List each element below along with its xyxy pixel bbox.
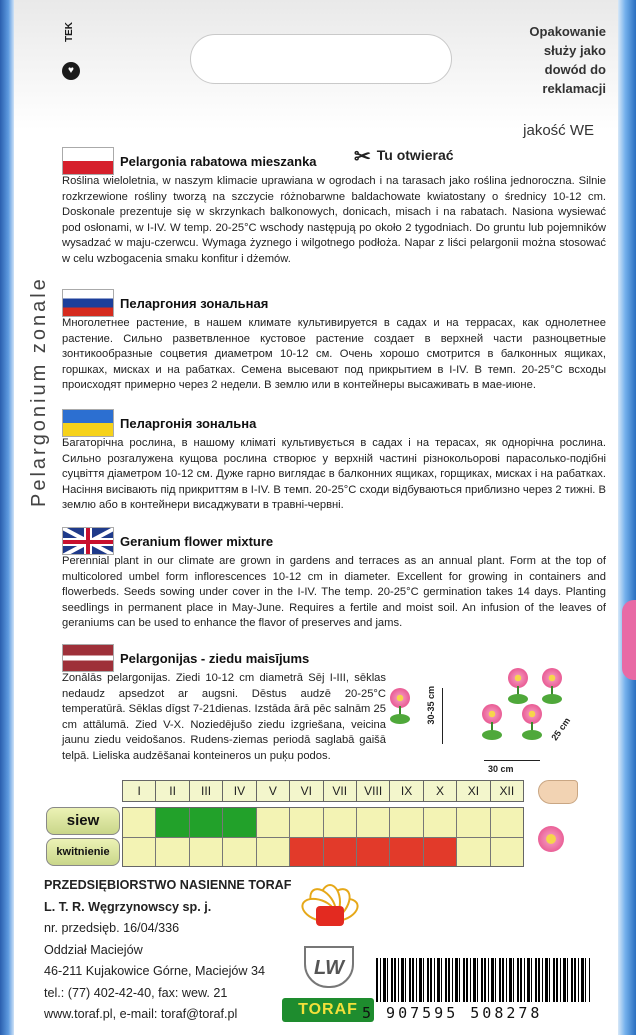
bloom-cell	[357, 837, 389, 867]
decor-flower-icon	[622, 600, 636, 680]
package-edge-right	[618, 0, 636, 1035]
lang-title: Pelargonia rabatowa mieszanka	[120, 153, 317, 169]
lang-header	[62, 148, 606, 174]
sowing-calendar	[44, 777, 524, 867]
plant-spacing-label: 30 cm	[488, 764, 514, 774]
hang-hole	[190, 34, 452, 84]
lw-badge: LW	[304, 946, 354, 988]
bloom-cell	[424, 837, 456, 867]
hand-sowing-icon	[538, 780, 578, 804]
sow-cell	[457, 808, 489, 837]
bloom-cell	[123, 837, 155, 867]
sow-cell	[324, 808, 356, 837]
row-spacing-label: 25 cm	[549, 715, 573, 743]
bloom-cell	[390, 837, 422, 867]
lang-header	[62, 645, 386, 671]
height-dimension-line	[442, 688, 443, 744]
month-label: II	[156, 781, 189, 801]
claim-note	[496, 22, 606, 98]
bloom-cell	[457, 837, 489, 867]
calendar-column	[457, 808, 490, 866]
quality-label: jakość WE	[523, 122, 594, 139]
species-vertical-title: Pelargonium zonale	[28, 276, 50, 508]
month-label: VI	[290, 781, 323, 801]
lang-body: Zonālās pelargonijas. Ziedi 10-12 cm diametrā Sēj I-III, sēklas nedaudz apsedzot ar augsni. Dēstus audzē 20-25°C temperatūrā. Sēklas dīgst 7-21dienas. Izstāda ārā pēc salnām 25 cm attālumā. Zied V-X. Noziedējušo ziedu izgriešana, veicina jaunu ziedu veidošanos. Rudens-ziemas periodā saglabā gaišā telpā. Lieliska audzēšanai konteineros un puķu podos.	[62, 672, 386, 762]
calendar-column	[190, 808, 223, 866]
month-label: IV	[223, 781, 256, 801]
sow-cell	[123, 808, 155, 837]
company-branch: Oddział Maciejów	[44, 942, 143, 957]
flag-uk-icon	[62, 527, 114, 555]
claim-line: reklamacji	[542, 81, 606, 96]
sow-cell	[357, 808, 389, 837]
calendar-column	[123, 808, 156, 866]
bloom-cell	[190, 837, 222, 867]
calendar-column	[491, 808, 523, 866]
plant-spacing-line	[484, 760, 540, 761]
calendar-column	[324, 808, 357, 866]
month-label: I	[123, 781, 156, 801]
month-label: X	[424, 781, 457, 801]
bloom-flower-icon	[538, 826, 564, 852]
month-header	[122, 780, 524, 802]
flag-lv-icon	[62, 644, 114, 672]
lang-block-ru	[62, 290, 606, 394]
bloom-cell	[156, 837, 188, 867]
barcode	[376, 958, 590, 1002]
bloom-row-label: kwitnienie	[46, 838, 120, 866]
bloom-cell	[324, 837, 356, 867]
lang-body: Roślina wieloletnia, w naszym klimacie uprawiana w ogrodach i na tarasach jako roślina jednoroczna. Silnie rozkrzewione rośliny tworzą na szczycie różnobarwne baldachowate kwiatostany o średnicy 10-12 cm. Doskonale prezentuje się w skrzynkach balkonowych, donicach, misach i na rabatach. Nasiona wysiewać pod osłonami, w I-IV. W temp. 20-25°C wschody następują po około 2 tygodniach. Do gruntu lub pojemników wysadzać w maju-czerwcu. Wymaga żyznego i wilgotnego podłoża. Napar z liści pelargonii można stosować w celu wzbogacenia smaku konfitur i dżemów.	[62, 175, 606, 265]
company-web: www.toraf.pl, e-mail: toraf@toraf.pl	[44, 1007, 238, 1021]
lang-block-lv	[62, 645, 386, 764]
lang-title: Пеларгонія зональна	[120, 415, 257, 431]
heart-icon: ♥	[62, 62, 80, 80]
calendar-grid	[122, 807, 524, 867]
company-reg-no: nr. przedsięb. 16/04/336	[44, 921, 180, 935]
sow-cell	[390, 808, 422, 837]
plant-icon	[520, 704, 544, 744]
calendar-column	[357, 808, 390, 866]
bloom-cell	[290, 837, 322, 867]
sow-cell	[424, 808, 456, 837]
bloom-cell	[257, 837, 289, 867]
calendar-column	[156, 808, 189, 866]
bloom-cell	[491, 837, 523, 867]
spacing-diagram	[388, 664, 588, 776]
plant-icon	[480, 704, 504, 744]
toraf-flower-logo-icon	[290, 878, 370, 946]
flag-ua-icon	[62, 409, 114, 437]
lang-body: Многолетнее растение, в нашем климате культивируется в садах и на террасах, как однолетнее растение. Сильно разветвленное кустовое растение создает в верхней части разноцветные зонтикообразные соцветия диаметром 10-12 см. Очень хорошо смотрится в балконных ящиках, горшках, мисках и на рабатках. Семена высевают под прикрытием в I-IV. В темп. 20-25°C всходы происходят примерно через 2 недели. В землю или в контейнеры высаживать в мае-июне.	[62, 317, 606, 391]
lang-body: Багаторічна рослина, в нашому кліматі культивується в садах і на терасах, як однорічна рослина. Сильно розгалужена кущова рослина створює у верхній частині різнокольорові парасолько-подібні суцвіття діаметром 10-12 см. Дуже гарно виглядає в балконних ящиках, горщиках, мисках і на рабатках. Насіння висівають під прикриттям в I-IV. В темп. 20-25°C сходи відбуваються приблизно через 2 тижні. В землю або в контейнери висаджувати в травні-червні.	[62, 437, 606, 511]
company-info	[44, 875, 294, 1026]
plant-icon	[388, 688, 412, 728]
month-label: XI	[457, 781, 490, 801]
sow-cell	[156, 808, 188, 837]
plant-icon	[540, 668, 564, 708]
month-label: VIII	[357, 781, 390, 801]
calendar-column	[223, 808, 256, 866]
tek-label: TEK	[64, 22, 75, 42]
lang-title: Пеларгония зональная	[120, 295, 269, 311]
lang-header	[62, 410, 606, 436]
flag-pl-icon	[62, 147, 114, 175]
claim-line: Opakowanie	[529, 24, 606, 39]
claim-line: dowód do	[544, 62, 606, 77]
sow-cell	[257, 808, 289, 837]
open-here-label: Tu otwierać	[376, 147, 454, 164]
lang-block-en	[62, 528, 606, 632]
sow-cell	[290, 808, 322, 837]
month-label: III	[190, 781, 223, 801]
barcode-number: 5 907595 508278	[362, 1004, 543, 1022]
month-label: VII	[324, 781, 357, 801]
calendar-column	[257, 808, 290, 866]
claim-line: służy jako	[543, 43, 606, 58]
logo-core	[316, 906, 344, 926]
month-label: IX	[390, 781, 423, 801]
month-label: V	[257, 781, 290, 801]
month-label: XII	[499, 784, 515, 798]
lang-header	[62, 290, 606, 316]
flag-ru-icon	[62, 289, 114, 317]
company-address: 46-211 Kujakowice Górne, Maciejów 34	[44, 964, 265, 978]
company-phone: tel.: (77) 402-42-40, fax: wew. 21	[44, 985, 228, 1000]
plant-icon	[506, 668, 530, 708]
lang-title: Geranium flower mixture	[120, 533, 274, 549]
lang-title: Pelargonijas - ziedu maisījums	[120, 650, 310, 666]
bloom-cell	[223, 837, 255, 867]
calendar-column	[424, 808, 457, 866]
sow-row-label: siew	[46, 807, 120, 835]
lang-block-ua	[62, 410, 606, 514]
sow-cell	[491, 808, 523, 837]
scissors-icon: ✂	[354, 146, 371, 168]
company-owners: L. T. R. Węgrzynowscy sp. j.	[44, 899, 212, 914]
height-label: 30-35 cm	[426, 686, 436, 725]
calendar-column	[390, 808, 423, 866]
brand-logo: TORAF	[282, 998, 374, 1022]
lang-header	[62, 528, 606, 554]
lang-block-pl	[62, 148, 606, 267]
calendar-column	[290, 808, 323, 866]
lang-body: Perennial plant in our climate are grown in gardens and terraces as an annual plant. Form at the top of multicolored umbel form inflorescences 10-12 cm in diameter. Excellent for growing in containers and flowerbeds. Seeds sowing under cover in the I-IV. The temp. 20-25°C germination takes 14 days. Planting seedlings in permanent place in May-June. Requires a fertile and moist soil. An infusion of the leaves of geraniums can be used to enhance the flavor of preserves and jams.	[62, 555, 606, 629]
sow-cell	[190, 808, 222, 837]
package-edge-left	[0, 0, 14, 1035]
company-name: PRZEDSIĘBIORSTWO NASIENNE TORAF	[44, 878, 292, 892]
sow-cell	[223, 808, 255, 837]
